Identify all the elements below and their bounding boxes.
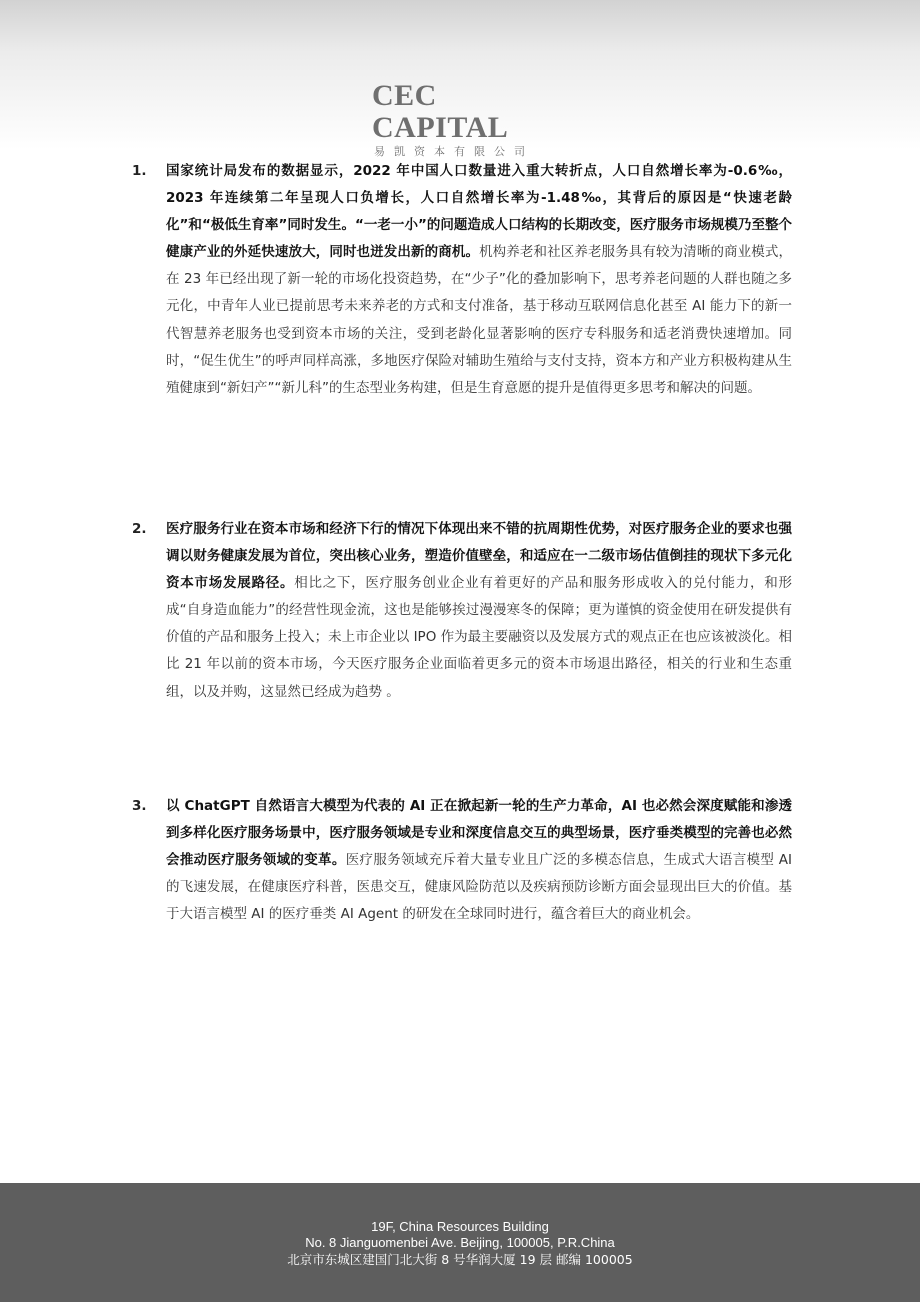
footer-address-line-2: No. 8 Jianguomenbei Ave. Beijing, 100005, P.R.China <box>305 1235 615 1250</box>
item-key-point: 国家统计局发布的数据显示，2022 年中国人口数量进入重大转折点，人口自然增长率为-0.6‰，2023 年连续第二年呈现人口负增长，人口自然增长率为-1.48‰，其背后的原因是“快速老龄化”和“极低生育率”同时发生。“一老一小”的问题造成人口结构的长期改变，医疗服务市场规模乃至整个健康产业的外延快速放大，同时也迸发出新的商机。 <box>166 163 792 261</box>
company-logo <box>372 80 552 160</box>
item-key-point: 医疗服务行业在资本市场和经济下行的情况下体现出来不错的抗周期性优势，对医疗服务企业的要求也强调以财务健康发展为首位，突出核心业务，塑造价值壁垒，和适应在一二级市场估值倒挂的现状下多元化资本市场发展路径。 <box>166 521 792 592</box>
item-key-point: 以 ChatGPT 自然语言大模型为代表的 AI 正在掀起新一轮的生产力革命，AI 也必然会深度赋能和渗透到多样化医疗服务场景中，医疗服务领域是专业和深度信息交互的典型场景，医疗垂类模型的完善也必然会推动医疗服务领域的变革。 <box>166 798 792 869</box>
item-number: 1. <box>132 163 147 179</box>
item-detail: 相比之下，医疗服务创业企业有着更好的产品和服务形成收入的兑付能力，和形成“自身造血能力”的经营性现金流，这也是能够挨过漫漫寒冬的保障；更为谨慎的资金使用在研发提供有价值的产品和服务上投入；未上市企业以 IPO 作为最主要融资以及发展方式的观点正在也应该被淡化。相比 21 年以前的资本市场，今天医疗服务企业面临着更多元的资本市场退出路径，相关的行业和生态重组，以及并购，这显然已经成为趋势 。 <box>166 575 793 700</box>
item-paragraph <box>166 793 792 928</box>
footer-address-chinese: 北京市东城区建国门北大街 8 号华润大厦 19 层 邮编 100005 <box>287 1252 633 1267</box>
logo-chinese: 易凯资本有限公司 <box>374 145 534 158</box>
item-detail: 机构养老和社区养老服务具有较为清晰的商业模式，在 23 年已经出现了新一轮的市场化投资趋势，在“少子”化的叠加影响下，思考养老问题的人群也随之多元化，中青年人业已提前思考未来养老的方式和支付准备，基于移动互联网信息化甚至 AI 能力下的新一代智慧养老服务也受到资本市场的关注，受到老龄化显著影响的医疗专科服务和适老消费快速增加。同时，“促生优生”的呼声同样高涨，多地医疗保险对辅助生殖给与支付支持，资本方和产业方积极构建从生殖健康到“新妇产”“新儿科”的生态型业务构建，但是生育意愿的提升是值得更多思考和解决的问题。 <box>166 244 793 396</box>
page-footer <box>0 1183 920 1302</box>
item-detail: 医疗服务领域充斥着大量专业且广泛的多模态信息，生成式大语言模型 AI 的飞速发展，在健康医疗科普，医患交互，健康风险防范以及疾病预防诊断方面会显现出巨大的价值。基于大语言模型 AI 的医疗垂类 AI Agent 的研发在全球同时进行，蕴含着巨大的商业机会。 <box>166 852 792 923</box>
item-paragraph <box>166 516 792 706</box>
footer-address-line-1: 19F, China Resources Building <box>371 1219 549 1234</box>
item-number: 2. <box>132 521 147 537</box>
item-number: 3. <box>132 798 147 814</box>
item-paragraph <box>166 158 792 402</box>
logo-english: CEC CAPITAL <box>372 79 509 144</box>
